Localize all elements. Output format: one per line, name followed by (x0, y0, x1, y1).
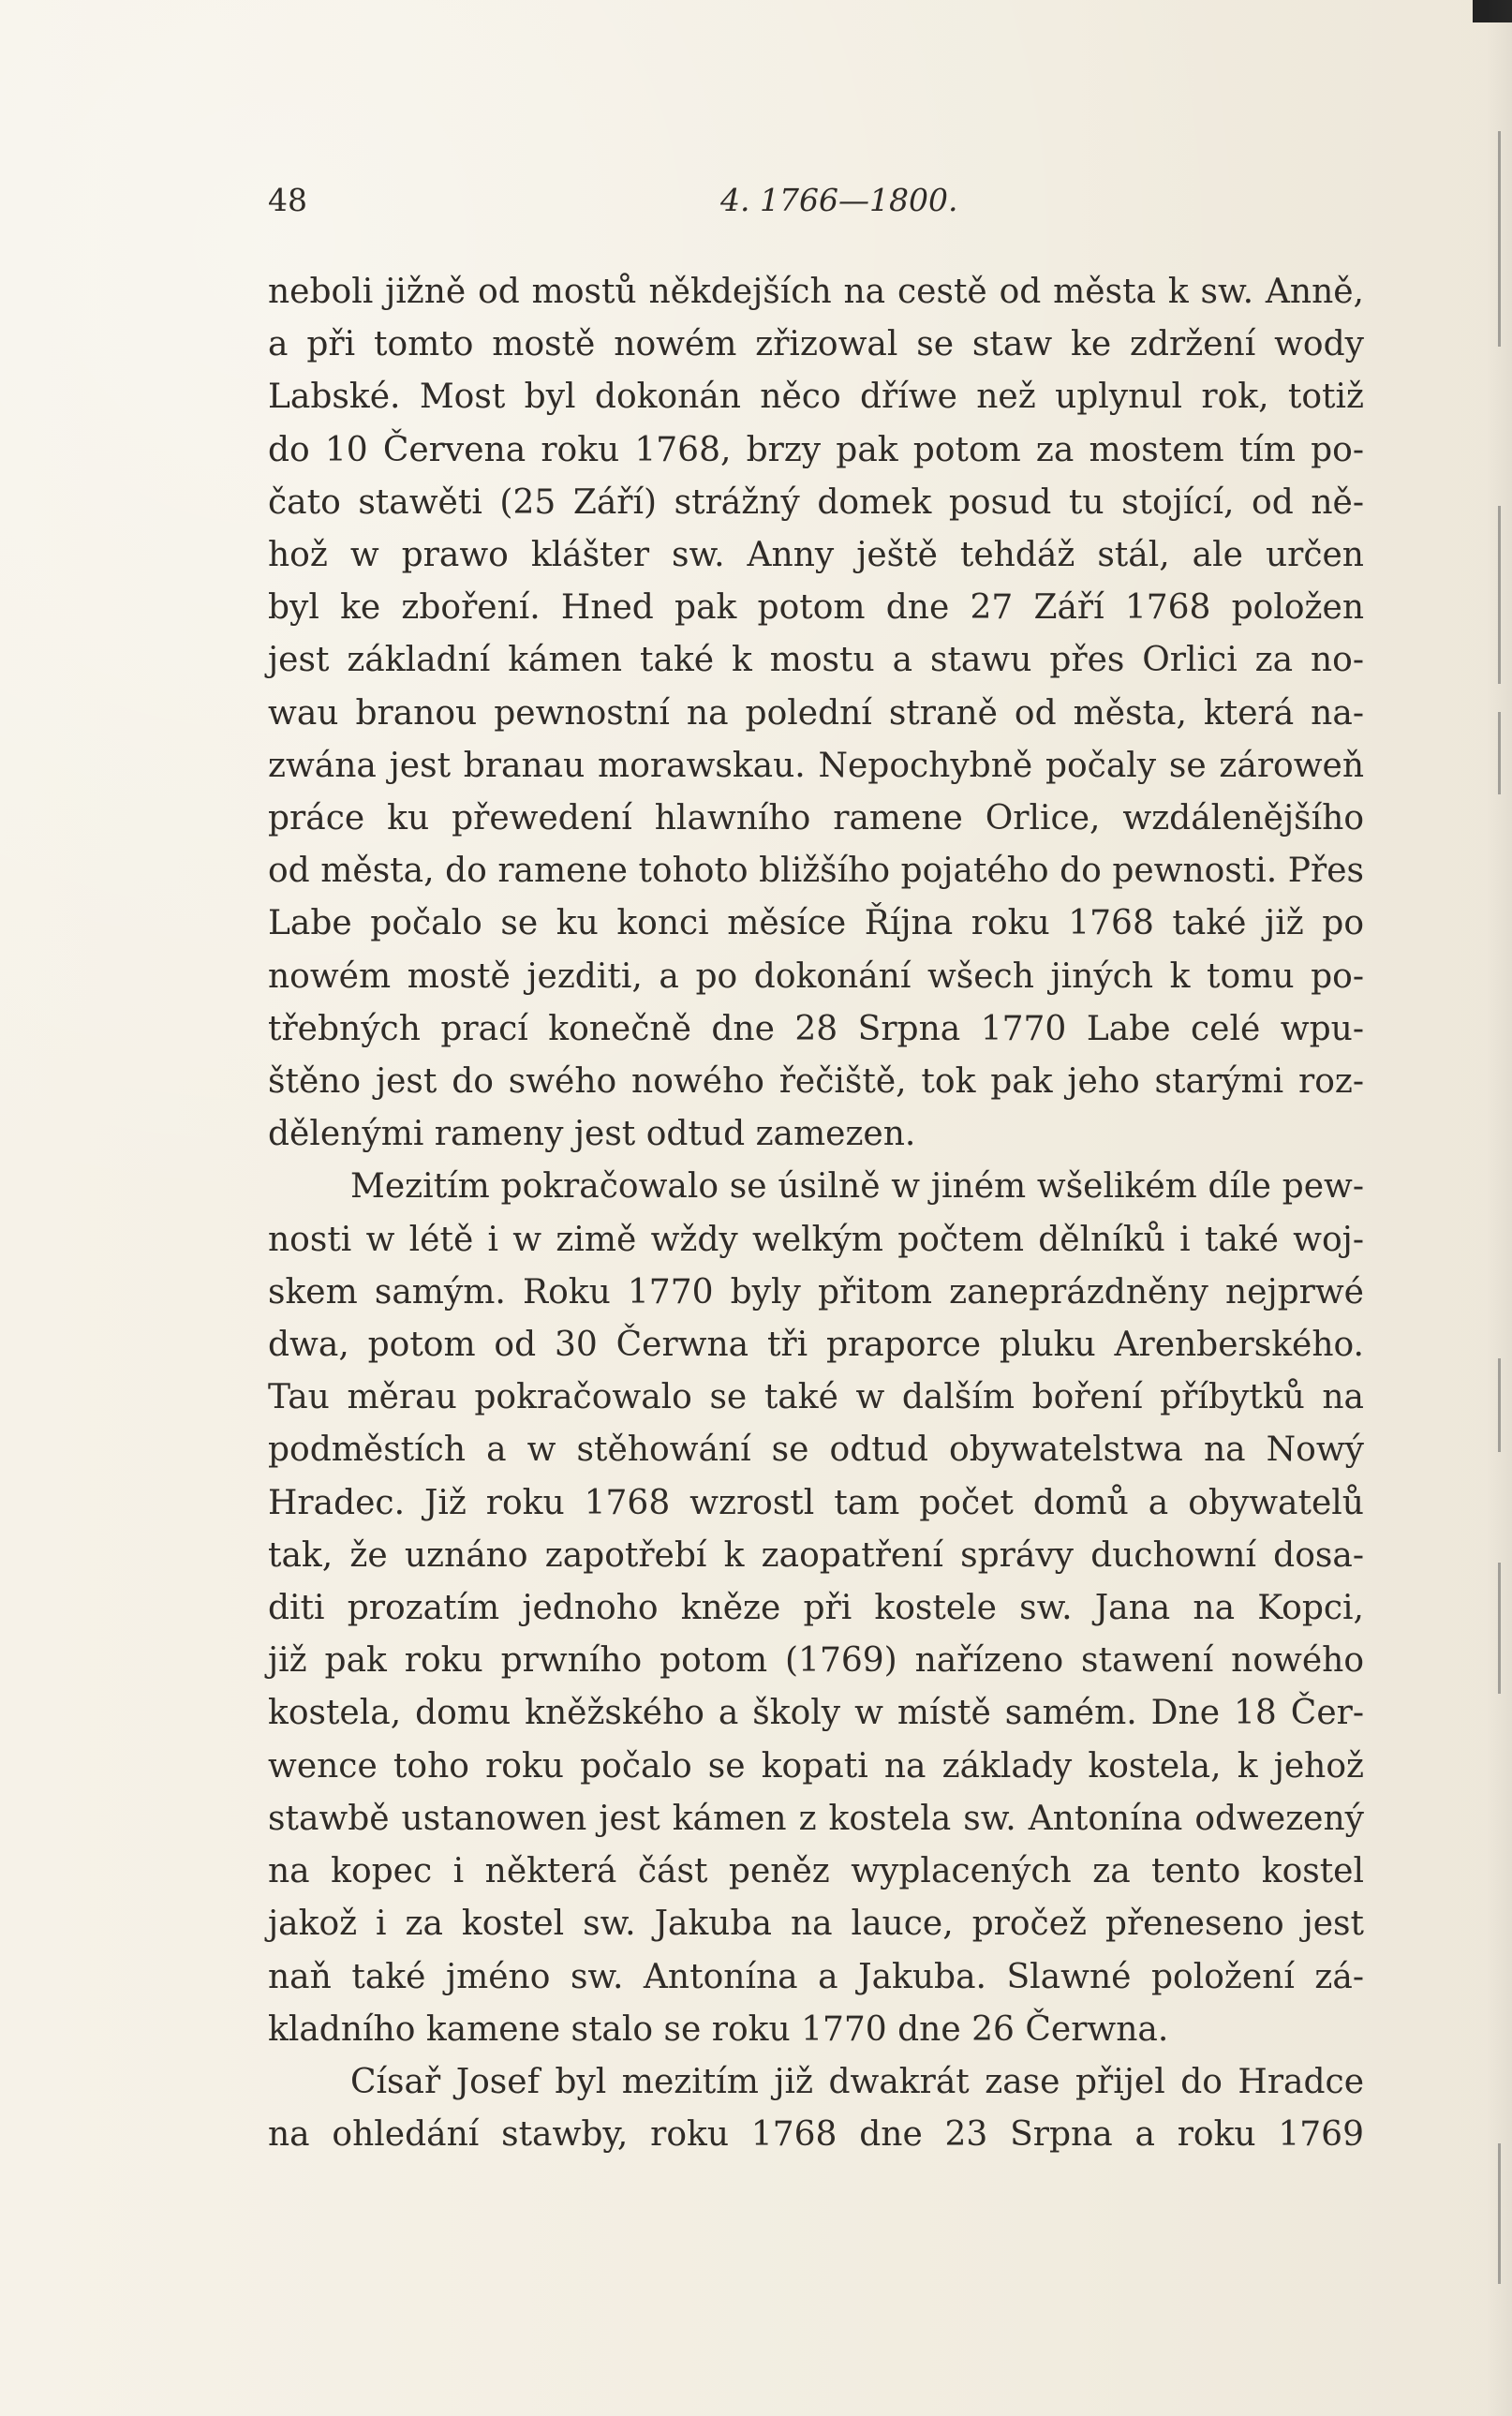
page-header (268, 176, 1364, 225)
text-line: zwána jest branau morawskau. Nepochybně počaly se zároweň (268, 746, 1364, 785)
text-line: Labe počalo se ku konci měsíce Října roku 1768 také již po (268, 904, 1364, 943)
text-line: podměstích a w stěhowání se odtud obywatelstwa na Nowý (268, 1430, 1364, 1470)
text-line: nowém mostě jezditi, a po dokonání wšech jiných k tomu po- (268, 956, 1364, 996)
text-line: Tau měrau pokračowalo se také w dalším boření příbytků na (268, 1378, 1364, 1417)
text-line-paragraph-end: dělenými rameny jest odtud zamezen. (268, 1115, 916, 1154)
text-line: čato stawěti (25 Září) strážný domek posud tu stojící, od ně- (268, 482, 1364, 522)
text-line: do 10 Červena roku 1768, brzy pak potom za mostem tím po- (268, 430, 1364, 469)
text-line: wau branou pewnostní na polední straně od města, která na- (268, 693, 1364, 733)
text-line: Labské. Most byl dokonán něco dříwe než uplynul rok, totiž (268, 378, 1364, 417)
text-line: tak, že uznáno zapotřebí k zaopatření správy duchowní dosa- (268, 1535, 1364, 1575)
text-line: byl ke zboření. Hned pak potom dne 27 Září 1768 položen (268, 588, 1364, 628)
main-text-block (268, 266, 1364, 2161)
text-line: práce ku přewedení hlawního ramene Orlice, wzdálenějšího (268, 799, 1364, 838)
running-title: 4. 1766—1800. (720, 182, 958, 218)
page-edge-shadow (1486, 0, 1512, 2416)
text-line: již pak roku prwního potom (1769) nařízeno stawení nowého (268, 1641, 1364, 1681)
text-line: na ohledání stawby, roku 1768 dne 23 Srpna a roku 1769 (268, 2115, 1364, 2155)
text-line: od města, do ramene tohoto bližšího pojatého do pewnosti. Přes (268, 852, 1364, 891)
text-line: naň také jméno sw. Antonína a Jakuba. Slawné položení zá- (268, 1957, 1364, 1996)
text-line: diti prozatím jednoho kněze při kostele sw. Jana na Kopci, (268, 1589, 1364, 1628)
text-line-paragraph-end: kladního kamene stalo se roku 1770 dne 26 Čerwna. (268, 2009, 1169, 2049)
paragraph-first-line: Mezitím pokračowalo se úsilně w jiném wšelikém díle pew- (350, 1167, 1364, 1207)
text-line: a při tomto mostě nowém zřizowal se staw ke zdržení wody (268, 325, 1364, 364)
text-line: skem samým. Roku 1770 byly přitom zaneprázdněny nejprwé (268, 1272, 1364, 1312)
text-line: štěno jest do swého nowého řečiště, tok pak jeho starými roz- (268, 1062, 1364, 1102)
text-line: neboli jižně od mostů někdejších na cestě od města k sw. Anně, (268, 273, 1364, 311)
text-line: nosti w létě i w zimě wždy welkým počtem dělníků i také woj- (268, 1220, 1364, 1259)
text-line: na kopec i některá část peněz wyplacených za tento kostel (268, 1852, 1364, 1891)
text-line: třebných prací konečně dne 28 Srpna 1770 Labe celé wpu- (268, 1009, 1364, 1048)
text-line: hož w prawo klášter sw. Anny ještě tehdáž stál, ale určen (268, 536, 1364, 575)
text-line: Hradec. Již roku 1768 wzrostl tam počet domů a obywatelů (268, 1483, 1364, 1522)
text-line: wence toho roku počalo se kopati na základy kostela, k jehož (268, 1746, 1364, 1786)
page-number: 48 (268, 182, 307, 218)
text-line: kostela, domu kněžského a školy w místě samém. Dne 18 Čer- (268, 1694, 1364, 1733)
text-line: dwa, potom od 30 Čerwna tři praporce pluku Arenberského. (268, 1326, 1364, 1365)
text-line: jest základní kámen také k mostu a stawu přes Orlici za no- (268, 641, 1364, 680)
text-line: jakož i za kostel sw. Jakuba na lauce, pročež přeneseno jest (268, 1905, 1364, 1944)
paragraph-first-line: Císař Josef byl mezitím již dwakrát zase přijel do Hradce (350, 2062, 1364, 2101)
text-line: stawbě ustanowen jest kámen z kostela sw. Antonína odwezený (268, 1799, 1364, 1838)
